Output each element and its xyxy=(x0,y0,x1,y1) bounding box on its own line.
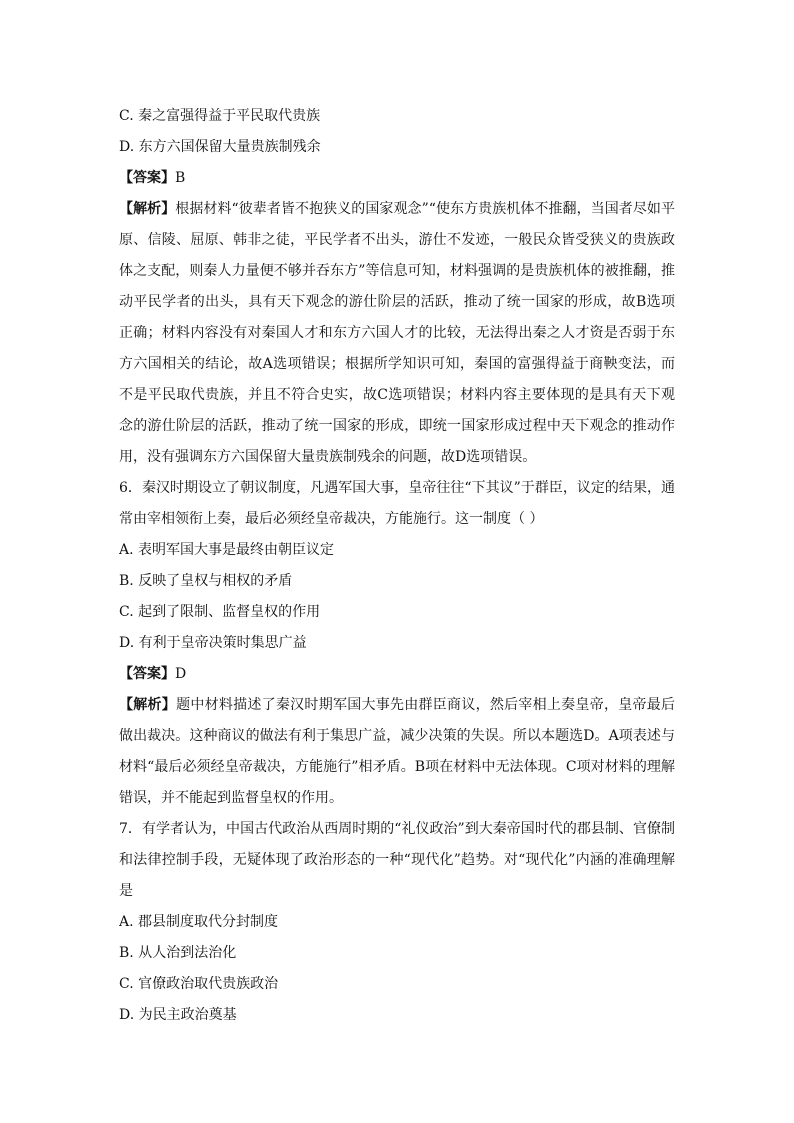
document-page xyxy=(119,101,675,1031)
q7-option-d: D. 为民主政治奠基 xyxy=(119,1007,237,1023)
q6-stem: 6．秦汉时期设立了朝议制度，凡遇军国大事，皇帝往往“下其议”于群臣，议定的结果，通常由宰相领衔上奏，最后必须经皇帝裁决，方能施行。这一制度（ ） xyxy=(119,480,675,527)
q6-option-c: C. 起到了限制、监督皇权的作用 xyxy=(119,604,321,620)
q5-option-c: C. 秦之富强得益于平民取代贵族 xyxy=(119,108,321,124)
analysis-text: 根据材料“彼辈者皆不抱狭义的国家观念”“使东方贵族机体不推翻，当国者尽如平原、信陵、屈原、韩非之徒，平民学者不出头，游仕不发迹，一般民众皆受狭义的贵族政体之支配，则秦人力量便不够并吞东方”等信息可知，材料强调的是贵族机体的被推翻，推动平民学者的出头，具有天下观念的游仕阶层的活跃，推动了统一国家的形成，故B选项正确；材料内容没有对秦国人才和东方六国人才的比较，无法得出秦之人才资是否弱于东方六国相关的结论，故A选项错误；根据所学知识可知，秦国的富强得益于商鞅变法，而不是平民取代贵族，并且不符合史实，故C选项错误；材料内容主要体现的是具有天下观念的游仕阶层的活跃，推动了统一国家的形成，即统一国家形成过程中天下观念的推动作用，没有强调东方六国保留大量贵族制残余的问题，故D选项错误。 xyxy=(119,201,675,465)
answer-label: 【答案】 xyxy=(119,170,175,186)
q7-option-c: C. 官僚政治取代贵族政治 xyxy=(119,976,279,992)
q7-option-a: A. 郡县制度取代分封制度 xyxy=(119,914,279,930)
q7-stem: 7．有学者认为，中国古代政治从西周时期的“礼仪政治”到大秦帝国时代的郡县制、官僚制和法律控制手段，无疑体现了政治形态的一种“现代化”趋势。对“现代化”内涵的准确理解是 xyxy=(119,821,675,899)
analysis-label: 【解析】 xyxy=(119,201,176,217)
q6-answer xyxy=(119,659,675,690)
q7-option-b: B. 从人治到法治化 xyxy=(119,945,237,961)
q5-option-d: D. 东方六国保留大量贵族制残余 xyxy=(119,139,321,155)
q6-analysis xyxy=(119,690,675,814)
answer-value: B xyxy=(175,170,186,186)
answer-value: D xyxy=(175,666,187,682)
q6-option-a: A. 表明军国大事是最终由朝臣议定 xyxy=(119,542,335,558)
q5-analysis xyxy=(119,194,675,473)
answer-label: 【答案】 xyxy=(119,666,175,682)
q6-option-d: D. 有利于皇帝决策时集思广益 xyxy=(119,635,307,651)
q6-option-b: B. 反映了皇权与相权的矛盾 xyxy=(119,573,293,589)
analysis-text: 题中材料描述了秦汉时期军国大事先由群臣商议，然后宰相上奏皇帝，皇帝最后做出裁决。这种商议的做法有利于集思广益，减少决策的失误。所以本题选D。A项表述与材料“最后必须经皇帝裁决，方能施行”相矛盾。B项在材料中无法体现。C项对材料的理解错误，并不能起到监督皇权的作用。 xyxy=(119,697,676,806)
analysis-label: 【解析】 xyxy=(119,697,177,713)
q5-answer xyxy=(119,163,675,194)
